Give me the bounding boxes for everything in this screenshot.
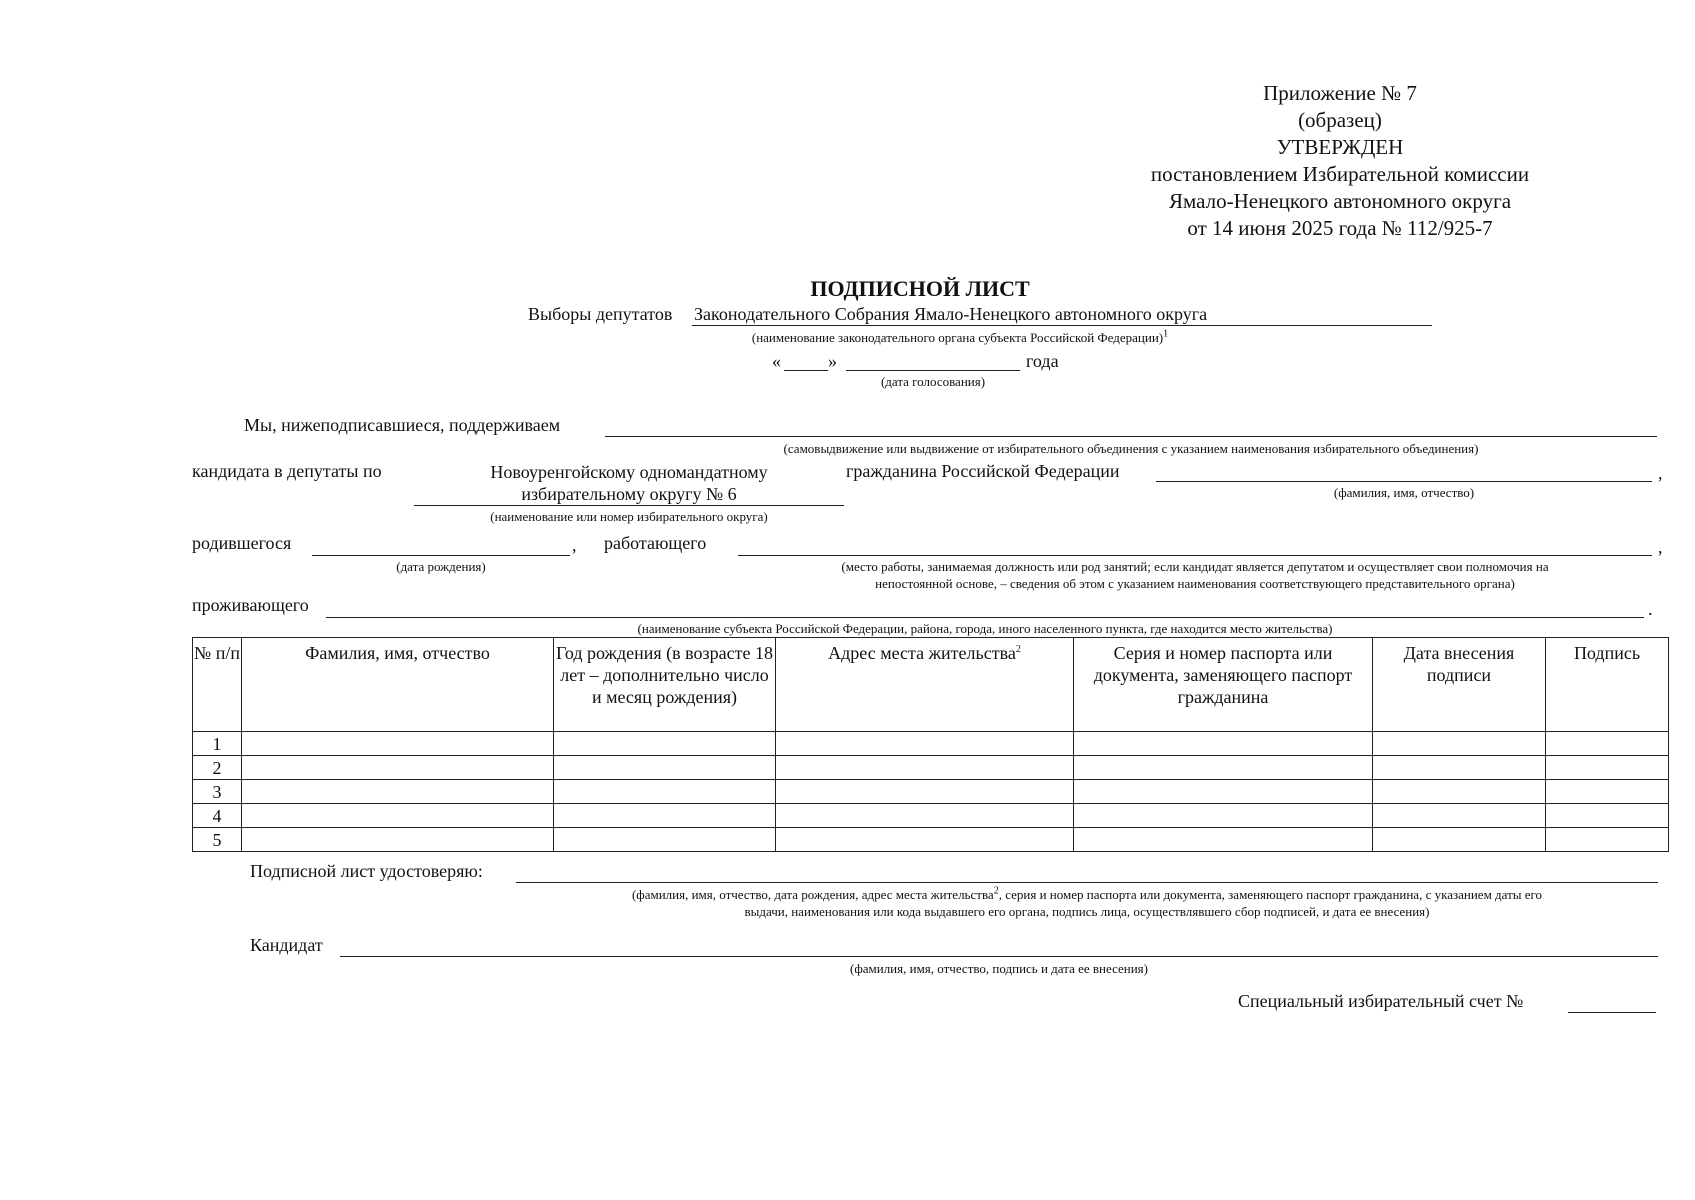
candidate-sign-label: Кандидат (250, 935, 323, 955)
candidate-sign-field[interactable] (340, 956, 1658, 957)
birth-cell[interactable] (554, 780, 776, 804)
date-cell[interactable] (1373, 828, 1546, 852)
elections-prefix: Выборы депутатов (528, 304, 673, 324)
header-passport (1074, 638, 1373, 732)
certify-field[interactable] (516, 882, 1658, 883)
name-cell[interactable] (242, 732, 554, 756)
residence-field[interactable] (326, 617, 1644, 618)
district-caption: (наименование или номер избирательного округа) (490, 509, 768, 524)
signature-cell[interactable] (1546, 780, 1669, 804)
name-cell[interactable] (242, 828, 554, 852)
header-date (1373, 638, 1546, 732)
candidate-name-field[interactable] (1156, 481, 1652, 482)
row-number: 1 (193, 732, 242, 756)
signatures-table (192, 637, 1669, 852)
account-number-field[interactable] (1568, 1012, 1656, 1013)
table-header-row (193, 638, 1669, 732)
header-num (193, 638, 242, 732)
elections-body-value: Законодательного Собрания Ямало-Ненецкого автономного округа (694, 304, 1208, 324)
date-cell[interactable] (1373, 732, 1546, 756)
header-signature (1546, 638, 1669, 732)
footnote-1: 1 (1163, 328, 1169, 340)
work-comma: , (1658, 537, 1663, 557)
work-caption-line-2: непостоянной основе, – сведения об этом с указанием наименования соответствующего представительного органа) (875, 576, 1515, 591)
elections-caption (700, 329, 1220, 346)
name-cell[interactable] (242, 804, 554, 828)
candidate-sign-caption: (фамилия, имя, отчество, подпись и дата ее внесения) (849, 961, 1148, 976)
day-field[interactable] (784, 370, 828, 371)
passport-cell[interactable] (1074, 756, 1373, 780)
birth-cell[interactable] (554, 732, 776, 756)
passport-cell[interactable] (1074, 732, 1373, 756)
date-cell[interactable] (1373, 780, 1546, 804)
district-field[interactable] (414, 505, 844, 506)
certify-caption-line-1 (516, 886, 1658, 903)
month-field[interactable] (846, 370, 1020, 371)
residence-caption: (наименование субъекта Российской Федерации, района, города, иного населенного пункта, где находится место жительства) (637, 621, 1333, 636)
birth-cell[interactable] (554, 804, 776, 828)
address-cell[interactable] (776, 780, 1074, 804)
certify-label: Подписной лист удостоверяю: (250, 861, 483, 881)
birth-date-caption: (дата рождения) (396, 559, 486, 574)
certify-caption-part-2: , серия и номер паспорта или документа, заменяющего паспорт гражданина, с указанием даты его (998, 887, 1543, 902)
passport-cell[interactable] (1074, 828, 1373, 852)
passport-cell[interactable] (1074, 804, 1373, 828)
header-num-text: № п/п (194, 643, 240, 663)
residence-dot: . (1648, 599, 1653, 619)
signature-cell[interactable] (1546, 828, 1669, 852)
signature-cell[interactable] (1546, 804, 1669, 828)
table-row (193, 804, 1669, 828)
account-label: Специальный избирательный счет № (1238, 991, 1524, 1011)
header-passport-text: Серия и номер паспорта или документа, заменяющего паспорт гражданина (1093, 643, 1353, 707)
table-row (193, 732, 1669, 756)
certify-caption-line-2: выдачи, наименования или кода выдавшего его органа, подпись лица, осуществлявшего сбор подписей, и дата ее внесения) (744, 904, 1430, 919)
resolution-line: постановлением Избирательной комиссии (1150, 162, 1530, 186)
signature-cell[interactable] (1546, 756, 1669, 780)
header-signature-text: Подпись (1573, 643, 1641, 663)
citizen-label: гражданина Российской Федерации (846, 461, 1120, 481)
sample-note: (образец) (1298, 108, 1382, 132)
birth-date-field[interactable] (312, 555, 570, 556)
commission-line: Ямало-Ненецкого автономного округа (1168, 189, 1512, 213)
header-name-text: Фамилия, имя, отчество (305, 643, 490, 663)
document-title: ПОДПИСНОЙ ЛИСТ (810, 276, 1030, 301)
support-field[interactable] (605, 436, 1657, 437)
open-quote: « (772, 351, 781, 371)
birth-date-comma: , (572, 535, 577, 555)
header-birth (554, 638, 776, 732)
date-cell[interactable] (1373, 804, 1546, 828)
candidate-name-comma: , (1658, 463, 1663, 483)
approved-label: УТВЕРЖДЕН (1276, 135, 1404, 159)
table-row (193, 756, 1669, 780)
birth-cell[interactable] (554, 828, 776, 852)
row-number: 3 (193, 780, 242, 804)
row-number: 4 (193, 804, 242, 828)
header-name (242, 638, 554, 732)
support-label: Мы, нижеподписавшиеся, поддерживаем (244, 415, 561, 435)
candidate-label: кандидата в депутаты по (192, 461, 382, 481)
row-number: 2 (193, 756, 242, 780)
support-caption: (самовыдвижение или выдвижение от избирательного объединения с указанием наименования избирательного объединения) (783, 441, 1479, 456)
district-line-1: Новоуренгойскому одномандатному (490, 462, 768, 482)
table-row (193, 780, 1669, 804)
name-cell[interactable] (242, 780, 554, 804)
date-cell[interactable] (1373, 756, 1546, 780)
address-cell[interactable] (776, 804, 1074, 828)
district-line-2: избирательному округу № 6 (521, 484, 737, 504)
approval-header (1120, 80, 1560, 242)
header-birth-text: Год рождения (в возрасте 18 лет – дополнительно число и месяц рождения) (556, 643, 773, 707)
name-cell[interactable] (242, 756, 554, 780)
header-address-text: Адрес места жительства (828, 643, 1016, 663)
residence-label: проживающего (192, 595, 309, 615)
signature-cell[interactable] (1546, 732, 1669, 756)
footnote-2-ref: 2 (993, 885, 999, 897)
row-number: 5 (193, 828, 242, 852)
certify-caption-part-1: (фамилия, имя, отчество, дата рождения, адрес места жительства (631, 887, 994, 902)
resolution-date: от 14 июня 2025 года № 112/925-7 (1187, 216, 1493, 240)
header-date-text: Дата внесения подписи (1403, 643, 1515, 685)
voting-date-caption: (дата голосования) (880, 374, 986, 389)
candidate-name-caption: (фамилия, имя, отчество) (1333, 485, 1475, 500)
work-label: работающего (604, 533, 707, 553)
header-address (776, 638, 1074, 732)
work-caption-line-1: (место работы, занимаемая должность или род занятий; если кандидат является депутатом и осуществляет свои полномочия на (841, 559, 1549, 574)
work-field[interactable] (738, 555, 1652, 556)
address-cell[interactable] (776, 828, 1074, 852)
elections-caption-text: (наименование законодательного органа субъекта Российской Федерации) (751, 330, 1164, 345)
footnote-2: 2 (1015, 644, 1021, 655)
birth-cell[interactable] (554, 756, 776, 780)
appendix-number: Приложение № 7 (1263, 81, 1417, 105)
address-cell[interactable] (776, 756, 1074, 780)
born-label: родившегося (192, 533, 292, 553)
close-quote: » (828, 351, 837, 371)
address-cell[interactable] (776, 732, 1074, 756)
elections-line (692, 325, 1432, 326)
passport-cell[interactable] (1074, 780, 1373, 804)
table-row (193, 828, 1669, 852)
year-word: года (1026, 351, 1059, 371)
